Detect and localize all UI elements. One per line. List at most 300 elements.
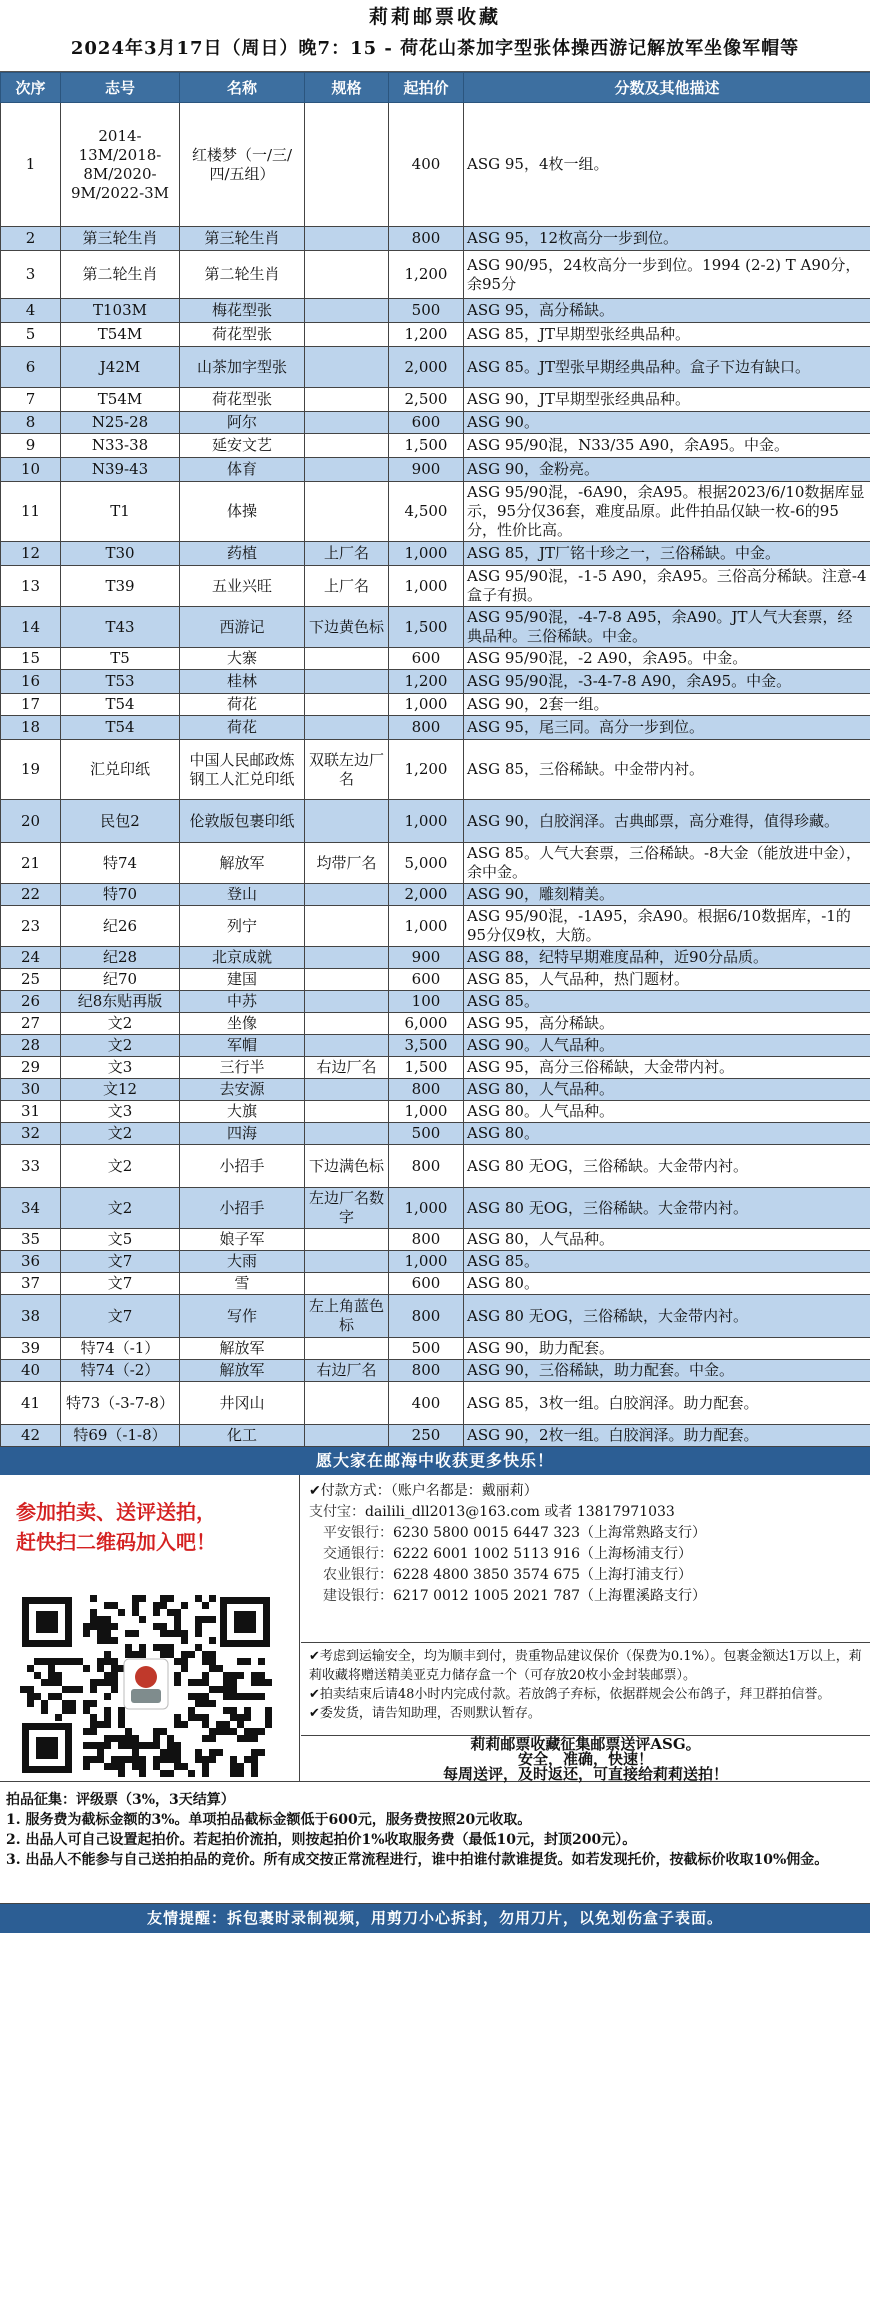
bank-account: 6228 4800 3850 3574 675（上海打浦支行） (393, 1567, 693, 1583)
lot-number: 14 (1, 607, 61, 648)
lot-spec (305, 648, 389, 670)
lot-description: ASG 90，雕刻精美。 (464, 884, 870, 906)
payment-notes-panel (301, 1475, 870, 1782)
lot-name: 建国 (180, 969, 305, 991)
lot-spec (305, 388, 389, 412)
lot-number: 32 (1, 1123, 61, 1145)
lot-number: 1 (1, 103, 61, 227)
lot-start-price: 800 (389, 1360, 464, 1382)
promo-panel (0, 1475, 300, 1782)
lot-description: ASG 85，JT厂铭十珍之一，三俗稀缺。中金。 (464, 542, 870, 566)
lot-start-price: 600 (389, 1273, 464, 1295)
lot-name: 荷花型张 (180, 323, 305, 347)
lot-code: 第二轮生肖 (61, 251, 180, 299)
lot-description: ASG 95/90混，-4-7-8 A95，余A90。JT人气大套票，经典品种。三俗稀缺。中金。 (464, 607, 870, 648)
lot-code: 文2 (61, 1013, 180, 1035)
lot-number: 40 (1, 1360, 61, 1382)
lot-start-price: 400 (389, 1382, 464, 1425)
shipping-note: ✔拍卖结束后请48小时内完成付款。若放鸽子弃标，依据群规会公布鸽子，拜卫群拍信誉。 (309, 1687, 831, 1702)
asg-line-1: 莉莉邮票收藏征集邮票送评ASG。 (470, 1735, 701, 1753)
col-header-price: 起拍价 (389, 73, 464, 103)
table-row (1, 1013, 870, 1035)
lot-start-price: 1,200 (389, 323, 464, 347)
lot-description: ASG 90。人气品种。 (464, 1035, 870, 1057)
lot-code: T54M (61, 388, 180, 412)
info-section (0, 1475, 870, 1782)
lot-number: 34 (1, 1188, 61, 1229)
lot-code: T30 (61, 542, 180, 566)
lot-number: 3 (1, 251, 61, 299)
lot-code: 纪70 (61, 969, 180, 991)
lot-spec (305, 670, 389, 694)
lot-code: 文2 (61, 1035, 180, 1057)
lot-start-price: 1,200 (389, 251, 464, 299)
payment-methods (301, 1475, 870, 1643)
lot-name: 大旗 (180, 1101, 305, 1123)
lot-code: N33-38 (61, 434, 180, 458)
lot-spec: 右边厂名 (305, 1057, 389, 1079)
lot-spec (305, 800, 389, 843)
lot-spec: 双联左边厂名 (305, 740, 389, 800)
lot-number: 23 (1, 906, 61, 947)
lot-start-price: 1,000 (389, 1101, 464, 1123)
lot-number: 21 (1, 843, 61, 884)
bank-row (323, 1586, 864, 1607)
lot-code: 文3 (61, 1057, 180, 1079)
lot-code: 文12 (61, 1079, 180, 1101)
lot-start-price: 3,500 (389, 1035, 464, 1057)
lot-code: 纪8东贴再版 (61, 991, 180, 1013)
lot-code: 文7 (61, 1295, 180, 1338)
lot-name: 体操 (180, 482, 305, 542)
lot-code: 文5 (61, 1229, 180, 1251)
lot-description: ASG 95，4枚一组。 (464, 103, 870, 227)
table-row (1, 227, 870, 251)
lot-code: T54 (61, 716, 180, 740)
lot-description: ASG 80，人气品种。 (464, 1079, 870, 1101)
lot-code: 文2 (61, 1123, 180, 1145)
table-row (1, 434, 870, 458)
qr-finder-bottom-left (22, 1723, 72, 1773)
table-row (1, 1360, 870, 1382)
shipping-notes (301, 1643, 870, 1736)
lot-name: 第二轮生肖 (180, 251, 305, 299)
shipping-note: ✔考虑到运输安全，均为顺丰到付，贵重物品建议保价（保费为0.1%）。包裹金额达1万以上，莉莉收藏将赠送精美亚克力储存盒一个（可存放20枚小金封装邮票）。 (309, 1649, 862, 1683)
fee-rules (0, 1782, 870, 1904)
table-row (1, 103, 870, 227)
lot-name: 梅花型张 (180, 299, 305, 323)
asg-line-3: 每周送评，及时返还，可直接给莉莉送拍！ (442, 1765, 728, 1783)
lot-description: ASG 80，人气品种。 (464, 1229, 870, 1251)
table-row (1, 1229, 870, 1251)
lot-name: 山茶加字型张 (180, 347, 305, 388)
lot-description: ASG 95，高分稀缺。 (464, 1013, 870, 1035)
lot-name: 三行半 (180, 1057, 305, 1079)
auction-subtitle: 2024年3月17日（周日）晚7：15 - 荷花山茶加字型张体操西游记解放军坐像军帽等 (70, 38, 800, 59)
lot-code: 特69（-1-8） (61, 1425, 180, 1447)
lot-name: 西游记 (180, 607, 305, 648)
lot-code: T1 (61, 482, 180, 542)
lot-description: ASG 95/90混，-3-4-7-8 A90，余A95。中金。 (464, 670, 870, 694)
table-row (1, 251, 870, 299)
lot-start-price: 1,200 (389, 740, 464, 800)
lot-start-price: 1,500 (389, 434, 464, 458)
table-row (1, 1035, 870, 1057)
lot-description: ASG 80 无OG，三俗稀缺。大金带内衬。 (464, 1145, 870, 1188)
lot-start-price: 2,000 (389, 884, 464, 906)
lot-spec (305, 251, 389, 299)
lot-description: ASG 85。 (464, 1251, 870, 1273)
table-row (1, 1251, 870, 1273)
lot-description: ASG 85，JT早期型张经典品种。 (464, 323, 870, 347)
lot-name: 第三轮生肖 (180, 227, 305, 251)
table-header-row (1, 73, 870, 103)
lot-description: ASG 88，纪特早期难度品种，近90分品质。 (464, 947, 870, 969)
lot-code: T53 (61, 670, 180, 694)
table-row (1, 991, 870, 1013)
lot-number: 10 (1, 458, 61, 482)
lot-description: ASG 90，JT早期型张经典品种。 (464, 388, 870, 412)
fee-rule: 2. 出品人可自己设置起拍价。若起拍价流拍，则按起拍价1%收取服务费（最低10元，封顶200元）。 (6, 1832, 637, 1848)
lot-start-price: 1,500 (389, 1057, 464, 1079)
lot-spec: 均带厂名 (305, 843, 389, 884)
lot-spec: 左边厂名数字 (305, 1188, 389, 1229)
promo-line-1: 参加拍卖、送评送拍， (16, 1500, 216, 1524)
lot-start-price: 900 (389, 947, 464, 969)
table-row (1, 607, 870, 648)
lot-spec (305, 906, 389, 947)
lot-name: 井冈山 (180, 1382, 305, 1425)
lot-name: 解放军 (180, 1360, 305, 1382)
lot-code: T5 (61, 648, 180, 670)
lot-number: 39 (1, 1338, 61, 1360)
lot-code: 纪26 (61, 906, 180, 947)
lot-description: ASG 90，金粉亮。 (464, 458, 870, 482)
lot-description: ASG 90，白胶润泽。古典邮票，高分难得，值得珍藏。 (464, 800, 870, 843)
lot-number: 29 (1, 1057, 61, 1079)
lot-start-price: 500 (389, 1123, 464, 1145)
lot-code: T39 (61, 566, 180, 607)
lot-start-price: 5,000 (389, 843, 464, 884)
lot-number: 33 (1, 1145, 61, 1188)
lot-number: 37 (1, 1273, 61, 1295)
payment-heading: ✔付款方式：（账户名都是：戴丽莉） (309, 1483, 538, 1499)
lot-spec (305, 458, 389, 482)
bank-label: 平安银行： (323, 1525, 393, 1541)
lot-number: 26 (1, 991, 61, 1013)
lot-description: ASG 95，高分三俗稀缺，大金带内衬。 (464, 1057, 870, 1079)
lot-name: 延安文艺 (180, 434, 305, 458)
bank-row (323, 1565, 864, 1586)
table-row (1, 1295, 870, 1338)
lot-spec (305, 103, 389, 227)
table-row (1, 1188, 870, 1229)
table-row (1, 884, 870, 906)
lot-start-price: 1,000 (389, 566, 464, 607)
lot-name: 四海 (180, 1123, 305, 1145)
table-row (1, 694, 870, 716)
alipay-label: 支付宝： (309, 1504, 365, 1520)
table-row (1, 412, 870, 434)
lot-name: 写作 (180, 1295, 305, 1338)
lot-start-price: 1,000 (389, 906, 464, 947)
bank-label: 建设银行： (323, 1588, 393, 1604)
promo-line-2: 赶快扫二维码加入吧！ (16, 1530, 216, 1554)
table-row (1, 347, 870, 388)
lot-spec (305, 1273, 389, 1295)
lot-number: 31 (1, 1101, 61, 1123)
lot-description: ASG 95/90混，-1A95，余A90。根据6/10数据库，-1的95分仅9枚，大筋。 (464, 906, 870, 947)
lot-name: 军帽 (180, 1035, 305, 1057)
lot-start-price: 1,000 (389, 1251, 464, 1273)
lot-description: ASG 90，三俗稀缺，助力配套。中金。 (464, 1360, 870, 1382)
lot-name: 体育 (180, 458, 305, 482)
table-row (1, 906, 870, 947)
lot-start-price: 800 (389, 716, 464, 740)
lot-start-price: 2,000 (389, 347, 464, 388)
table-row (1, 947, 870, 969)
lot-spec: 右边厂名 (305, 1360, 389, 1382)
qr-finder-top-left (22, 1597, 72, 1647)
table-row (1, 388, 870, 412)
lot-description: ASG 95/90混，-2 A90，余A95。中金。 (464, 648, 870, 670)
col-header-name: 名称 (180, 73, 305, 103)
lot-start-price: 600 (389, 412, 464, 434)
lot-name: 小招手 (180, 1145, 305, 1188)
lot-description: ASG 80 无OG，三俗稀缺。大金带内衬。 (464, 1188, 870, 1229)
lot-description: ASG 80。 (464, 1273, 870, 1295)
table-row (1, 299, 870, 323)
lot-name: 登山 (180, 884, 305, 906)
table-row (1, 1057, 870, 1079)
lot-code: 特74 (61, 843, 180, 884)
lot-spec (305, 969, 389, 991)
lot-spec (305, 482, 389, 542)
lot-code: 特70 (61, 884, 180, 906)
bank-row (323, 1523, 864, 1544)
lot-start-price: 1,000 (389, 694, 464, 716)
bank-account: 6222 6001 1002 5113 916（上海杨浦支行） (393, 1546, 693, 1562)
lot-start-price: 100 (389, 991, 464, 1013)
lot-name: 列宁 (180, 906, 305, 947)
lot-name: 大雨 (180, 1251, 305, 1273)
lot-number: 41 (1, 1382, 61, 1425)
lot-code: T54 (61, 694, 180, 716)
lot-spec (305, 947, 389, 969)
lot-start-price: 800 (389, 1079, 464, 1101)
greeting-banner: 愿大家在邮海中收获更多快乐！ (0, 1447, 870, 1475)
lot-table (0, 72, 870, 1447)
lot-description: ASG 85。人气大套票，三俗稀缺。-8大金（能放进中金），余中金。 (464, 843, 870, 884)
lot-code: 纪28 (61, 947, 180, 969)
lot-start-price: 1,000 (389, 542, 464, 566)
fee-rule: 3. 出品人不能参与自己送拍拍品的竞价。所有成交按正常流程进行，谁中拍谁付款谁提货。如若发现托价，按截标价收取10%佣金。 (6, 1852, 829, 1868)
lot-description: ASG 85，3枚一组。白胶润泽。助力配套。 (464, 1382, 870, 1425)
bank-row (323, 1544, 864, 1565)
lot-code: N39-43 (61, 458, 180, 482)
lot-number: 11 (1, 482, 61, 542)
lot-spec (305, 227, 389, 251)
lot-start-price: 1,000 (389, 1188, 464, 1229)
lot-description: ASG 90，2枚一组。白胶润泽。助力配套。 (464, 1425, 870, 1447)
lot-name: 雪 (180, 1273, 305, 1295)
table-row (1, 670, 870, 694)
asg-service-box (301, 1736, 870, 1782)
lot-number: 36 (1, 1251, 61, 1273)
lot-code: T103M (61, 299, 180, 323)
lot-name: 五业兴旺 (180, 566, 305, 607)
lot-table-body (1, 103, 870, 1447)
lot-code: 文7 (61, 1251, 180, 1273)
lot-start-price: 6,000 (389, 1013, 464, 1035)
lot-start-price: 800 (389, 227, 464, 251)
lot-code: 文7 (61, 1273, 180, 1295)
lot-code: 特74（-2） (61, 1360, 180, 1382)
lot-start-price: 250 (389, 1425, 464, 1447)
lot-description: ASG 90。 (464, 412, 870, 434)
lot-start-price: 600 (389, 648, 464, 670)
lot-code: 汇兑印纸 (61, 740, 180, 800)
lot-spec: 上厂名 (305, 542, 389, 566)
lot-start-price: 2,500 (389, 388, 464, 412)
lot-description: ASG 95，高分稀缺。 (464, 299, 870, 323)
lot-description: ASG 85，三俗稀缺。中金带内衬。 (464, 740, 870, 800)
lot-description: ASG 85，人气品种，热门题材。 (464, 969, 870, 991)
lot-name: 中苏 (180, 991, 305, 1013)
lot-spec (305, 1251, 389, 1273)
lot-number: 16 (1, 670, 61, 694)
table-row (1, 800, 870, 843)
lot-spec (305, 1035, 389, 1057)
lot-description: ASG 80。 (464, 1123, 870, 1145)
lot-start-price: 1,000 (389, 800, 464, 843)
lot-spec: 下边黄色标 (305, 607, 389, 648)
lot-name: 伦敦版包裹印纸 (180, 800, 305, 843)
lot-spec (305, 1338, 389, 1360)
lot-spec (305, 1382, 389, 1425)
asg-line-2: 安全，准确，快速！ (517, 1750, 653, 1768)
qr-code-icon[interactable] (18, 1593, 274, 1777)
col-header-description: 分数及其他描述 (464, 73, 870, 103)
lot-name: 药植 (180, 542, 305, 566)
lot-name: 荷花 (180, 716, 305, 740)
table-row (1, 323, 870, 347)
lot-start-price: 500 (389, 299, 464, 323)
col-header-order: 次序 (1, 73, 61, 103)
table-row (1, 482, 870, 542)
lot-description: ASG 95/90混，-1-5 A90，余A95。三俗高分稀缺。注意-4盒子有损。 (464, 566, 870, 607)
lot-spec (305, 1013, 389, 1035)
lot-number: 27 (1, 1013, 61, 1035)
lot-code: 2014-13M/2018-8M/2020-9M/2022-3M (61, 103, 180, 227)
lot-spec (305, 412, 389, 434)
lot-spec (305, 1425, 389, 1447)
lot-start-price: 1,500 (389, 607, 464, 648)
lot-start-price: 900 (389, 458, 464, 482)
lot-code: 文3 (61, 1101, 180, 1123)
lot-code: J42M (61, 347, 180, 388)
lot-spec (305, 884, 389, 906)
table-row (1, 1338, 870, 1360)
table-row (1, 648, 870, 670)
table-row (1, 843, 870, 884)
lot-code: T43 (61, 607, 180, 648)
lot-description: ASG 80 无OG，三俗稀缺，大金带内衬。 (464, 1295, 870, 1338)
lot-name: 红楼梦（一/三/四/五组） (180, 103, 305, 227)
lot-spec (305, 347, 389, 388)
lot-number: 38 (1, 1295, 61, 1338)
lot-number: 8 (1, 412, 61, 434)
footer-reminder: 友情提醒：拆包裹时录制视频，用剪刀小心拆封，勿用刀片，以免划伤盒子表面。 (0, 1904, 870, 1933)
lot-name: 小招手 (180, 1188, 305, 1229)
table-row (1, 1123, 870, 1145)
lot-spec (305, 694, 389, 716)
lot-code: 民包2 (61, 800, 180, 843)
lot-spec: 左上角蓝色标 (305, 1295, 389, 1338)
shipping-note: ✔委发货，请告知助理，否则默认暂存。 (309, 1706, 541, 1721)
lot-name: 荷花 (180, 694, 305, 716)
lot-spec (305, 1101, 389, 1123)
lot-description: ASG 85。 (464, 991, 870, 1013)
col-header-code: 志号 (61, 73, 180, 103)
lot-number: 24 (1, 947, 61, 969)
lot-code: 文2 (61, 1145, 180, 1188)
lot-name: 北京成就 (180, 947, 305, 969)
lot-start-price: 500 (389, 1338, 464, 1360)
lot-number: 15 (1, 648, 61, 670)
table-row (1, 1382, 870, 1425)
table-row (1, 1425, 870, 1447)
lot-description: ASG 95，尾三同。高分一步到位。 (464, 716, 870, 740)
lot-name: 去安源 (180, 1079, 305, 1101)
promo-text (0, 1475, 299, 1557)
page-title: 莉莉邮票收藏 (368, 6, 501, 28)
lot-description: ASG 90，2套一组。 (464, 694, 870, 716)
lot-spec (305, 1123, 389, 1145)
bank-label: 交通银行： (323, 1546, 393, 1562)
lot-spec (305, 1079, 389, 1101)
lot-name: 解放军 (180, 843, 305, 884)
lot-description: ASG 95/90混，N33/35 A90，余A95。中金。 (464, 434, 870, 458)
lot-number: 19 (1, 740, 61, 800)
lot-name: 阿尔 (180, 412, 305, 434)
lot-description: ASG 95/90混，-6A90，余A95。根据2023/6/10数据库显示，95分仅36套，难度品原。此件拍品仅缺一枚-6的95分，性价比高。 (464, 482, 870, 542)
lot-start-price: 800 (389, 1145, 464, 1188)
lot-spec (305, 1229, 389, 1251)
table-row (1, 1273, 870, 1295)
lot-start-price: 600 (389, 969, 464, 991)
bank-account: 6230 5800 0015 6447 323（上海常熟路支行） (393, 1525, 707, 1541)
bank-account: 6217 0012 1005 2021 787（上海瞿溪路支行） (393, 1588, 707, 1604)
lot-number: 18 (1, 716, 61, 740)
bank-account-list (309, 1523, 864, 1607)
lot-spec (305, 716, 389, 740)
bank-label: 农业银行： (323, 1567, 393, 1583)
lot-spec (305, 991, 389, 1013)
lot-description: ASG 80。人气品种。 (464, 1101, 870, 1123)
lot-code: 第三轮生肖 (61, 227, 180, 251)
lot-code: 特74（-1） (61, 1338, 180, 1360)
lot-spec: 下边满色标 (305, 1145, 389, 1188)
lot-number: 12 (1, 542, 61, 566)
lot-number: 6 (1, 347, 61, 388)
lot-name: 大寨 (180, 648, 305, 670)
lot-description: ASG 90，助力配套。 (464, 1338, 870, 1360)
lot-spec: 上厂名 (305, 566, 389, 607)
lot-name: 坐像 (180, 1013, 305, 1035)
lot-name: 荷花型张 (180, 388, 305, 412)
lot-description: ASG 85。JT型张早期经典品种。盒子下边有缺口。 (464, 347, 870, 388)
